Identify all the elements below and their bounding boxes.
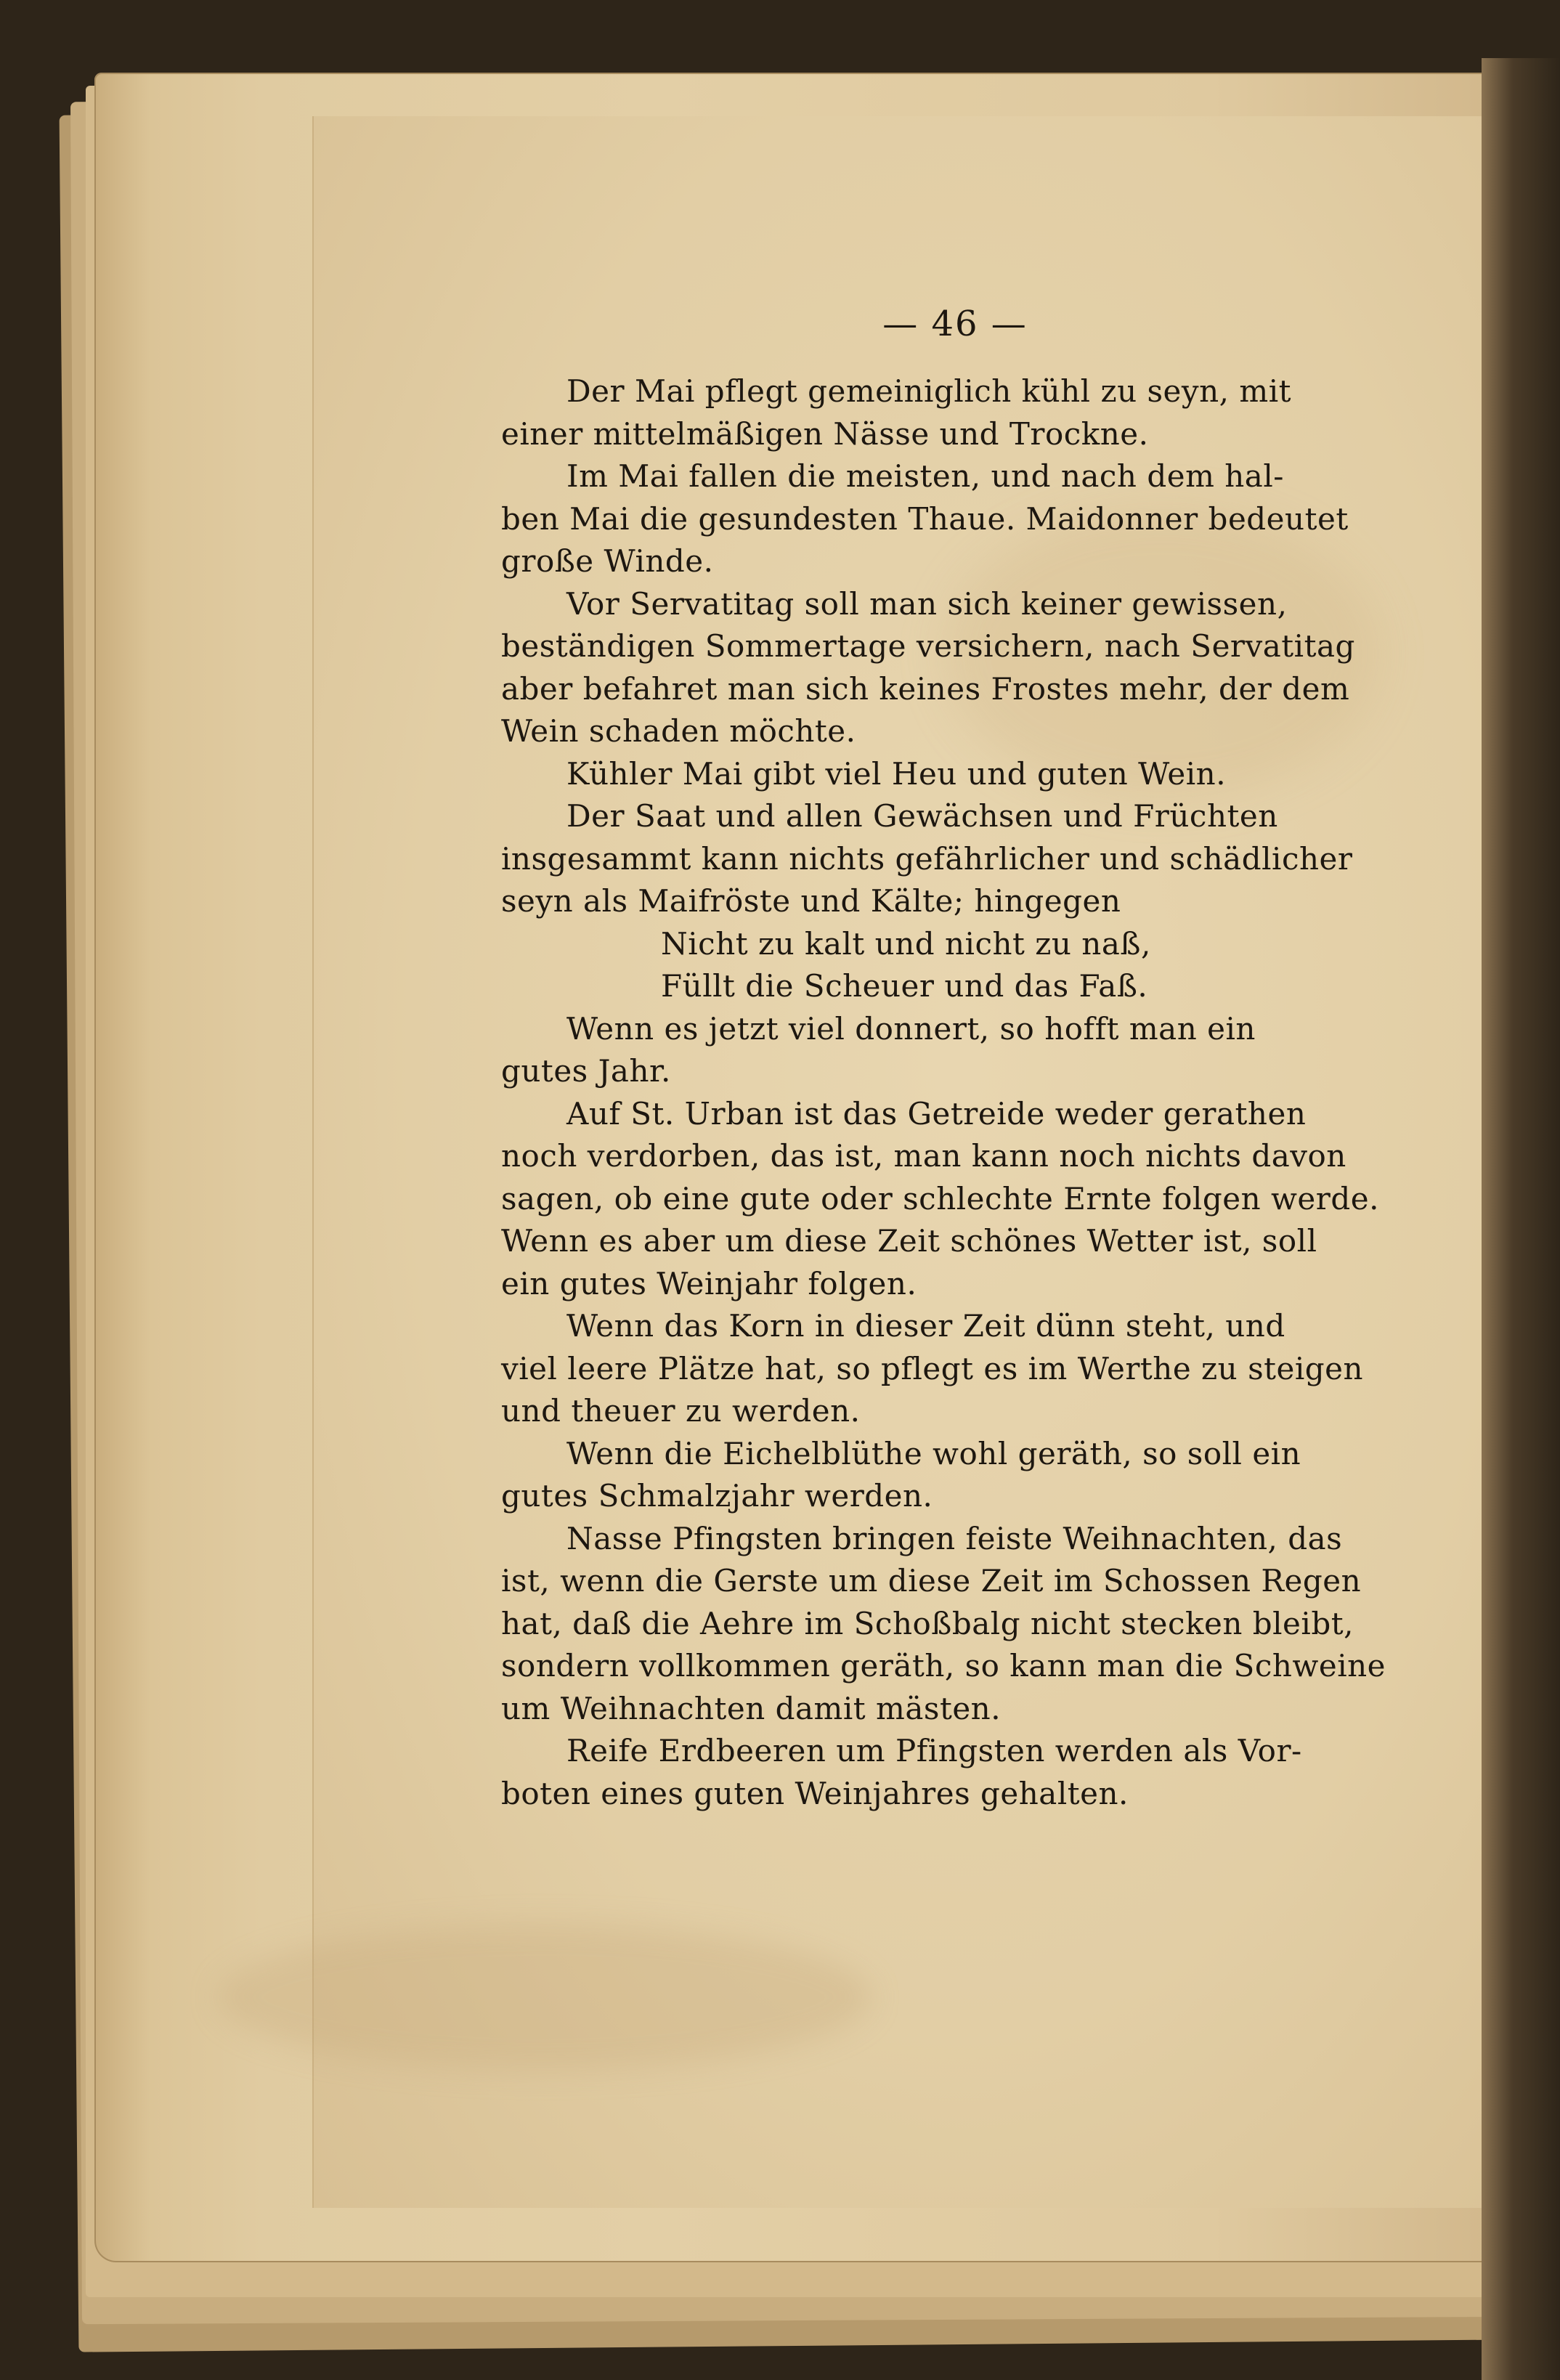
text-line: insgesammt kann nichts gefährlicher und schädlicher [501,840,1353,877]
text-line: Kühler Mai gibt viel Heu und guten Wein. [566,755,1227,792]
text-line: und theuer zu werden. [501,1393,861,1429]
text-line: Wein schaden möchte. [501,713,856,749]
paragraph [501,1008,1431,1093]
text-line: um Weihnachten damit mästen. [501,1690,1002,1726]
text-line: ist, wenn die Gerste um diese Zeit im Schossen Regen [501,1563,1362,1599]
paragraph [501,370,1431,455]
paragraph [501,753,1431,796]
text-line: viel leere Plätze hat, so pflegt es im Werthe zu steigen [501,1350,1364,1386]
page-number: — 46 — [882,304,1028,344]
body-text [501,370,1431,1815]
paragraph [501,1305,1431,1433]
text-line: sagen, ob eine gute oder schlechte Ernte folgen werde. [501,1180,1379,1217]
text-line: sondern vollkommen geräth, so kann man die Schweine [501,1648,1386,1684]
book-gutter [1482,58,1560,2380]
paragraph [501,1518,1431,1731]
text-line: noch verdorben, das ist, man kann noch nichts davon [501,1138,1346,1174]
text-line: boten eines guten Weinjahres gehalten. [501,1775,1129,1811]
text-line: Vor Servatitag soll man sich keiner gewissen, [566,585,1288,622]
text-line: Auf St. Urban ist das Getreide weder gerathen [566,1095,1307,1132]
text-line: Im Mai fallen die meisten, und nach dem hal- [566,458,1284,494]
text-line: seyn als Maifröste und Kälte; hingegen [501,883,1121,919]
text-line: aber befahret man sich keines Frostes mehr, der dem [501,670,1350,707]
text-line: gutes Schmalzjahr werden. [501,1478,933,1514]
text-line: Nicht zu kalt und nicht zu naß, [661,925,1151,962]
paragraph [501,455,1431,583]
text-line: Wenn das Korn in dieser Zeit dünn steht, und [566,1308,1285,1344]
text-line: beständigen Sommertage versichern, nach Servatitag [501,628,1355,664]
text-line: hat, daß die Aehre im Schoßbalg nicht stecken bleibt, [501,1605,1354,1641]
text-line: Wenn es aber um diese Zeit schönes Wetter ist, soll [501,1223,1317,1259]
text-line: Der Mai pflegt gemeiniglich kühl zu seyn, mit [566,373,1292,409]
text-line: Nasse Pfingsten bringen feiste Weihnachten, das [566,1520,1343,1556]
text-line: Wenn es jetzt viel donnert, so hofft man ein [566,1010,1256,1047]
text-line: Wenn die Eichelblüthe wohl geräth, so soll ein [566,1435,1301,1471]
paragraph [501,923,1431,1008]
paper-stain [218,1925,872,2070]
text-line: Reife Erdbeeren um Pfingsten werden als Vor- [566,1733,1302,1768]
text-line: Der Saat und allen Gewächsen und Früchten [566,798,1278,834]
text-line: gutes Jahr. [501,1053,671,1089]
paragraph [501,1093,1431,1306]
paragraph [501,1433,1431,1518]
text-line: einer mittelmäßigen Nässe und Trockne. [501,415,1149,452]
paragraph [501,795,1431,923]
text-line: ben Mai die gesundesten Thaue. Maidonner bedeutet [501,500,1349,537]
text-line: Füllt die Scheuer und das Faß. [661,968,1148,1004]
text-line: große Winde. [501,543,714,579]
paragraph [501,1730,1431,1815]
paragraph [501,583,1431,753]
text-line: ein gutes Weinjahr folgen. [501,1265,917,1301]
